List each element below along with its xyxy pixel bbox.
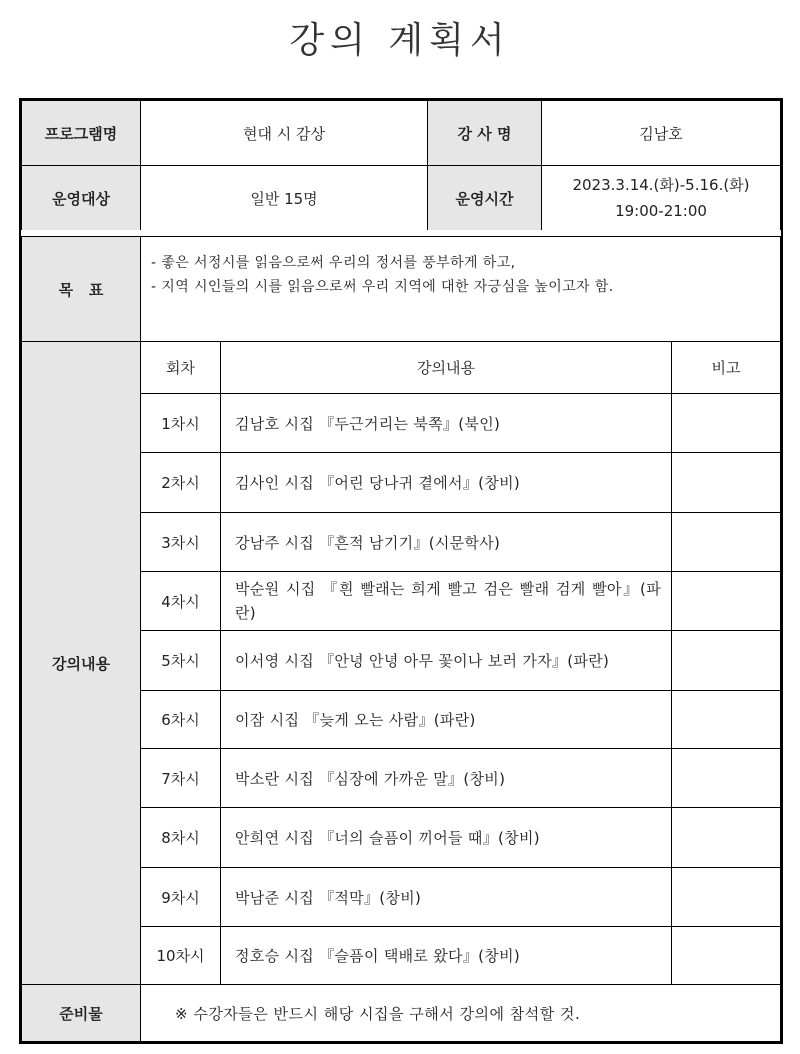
session-note <box>671 807 781 868</box>
session-content: 김남호 시집 『두근거리는 북쪽』(북인) <box>220 393 672 453</box>
lecturer-value: 김남호 <box>541 100 781 166</box>
program-label: 프로그램명 <box>21 100 141 166</box>
session-number: 9차시 <box>140 867 221 927</box>
session-number: 1차시 <box>140 393 221 453</box>
session-content: 박순원 시집 『흰 빨래는 희게 빨고 검은 빨래 검게 빨아』(파란) <box>220 571 672 631</box>
time-date-range: 2023.3.14.(화)-5.16.(화) <box>572 176 750 194</box>
session-content: 박소란 시집 『심장에 가까운 말』(창비) <box>220 748 672 808</box>
session-number: 7차시 <box>140 748 221 808</box>
session-note <box>671 867 781 927</box>
session-number: 5차시 <box>140 630 221 691</box>
session-number: 8차시 <box>140 807 221 868</box>
goal-line-2: - 지역 시인들의 시를 읽음으로써 우리 지역에 대한 자긍심을 높이고자 함. <box>151 279 614 295</box>
session-content: 이잠 시집 『늦게 오는 사람』(파란) <box>220 690 672 749</box>
target-value: 일반 15명 <box>140 165 428 231</box>
session-note <box>671 748 781 808</box>
prep-label: 준비물 <box>21 984 141 1042</box>
time-hours: 19:00-21:00 <box>615 202 707 220</box>
session-number: 3차시 <box>140 512 221 572</box>
session-number: 4차시 <box>140 571 221 631</box>
goal-content <box>140 236 781 342</box>
header-note: 비고 <box>671 341 781 394</box>
prep-value: ※ 수강자들은 반드시 해당 시집을 구해서 강의에 참석할 것. <box>140 984 781 1042</box>
target-label: 운영대상 <box>21 165 141 231</box>
session-content: 강남주 시집 『흔적 남기기』(시문학사) <box>220 512 672 572</box>
time-label: 운영시간 <box>427 165 542 231</box>
session-content: 안희연 시집 『너의 슬픔이 끼어들 때』(창비) <box>220 807 672 868</box>
session-note <box>671 926 781 985</box>
session-note <box>671 393 781 453</box>
session-note <box>671 690 781 749</box>
session-content: 박남준 시집 『적막』(창비) <box>220 867 672 927</box>
goal-label: 목 표 <box>21 236 141 342</box>
session-note <box>671 630 781 691</box>
session-content: 정호승 시집 『슬픔이 택배로 왔다』(창비) <box>220 926 672 985</box>
session-note <box>671 512 781 572</box>
header-session: 회차 <box>140 341 221 394</box>
page-title: 강의 계획서 <box>289 20 511 61</box>
lecture-label: 강의내용 <box>21 341 141 985</box>
session-number: 6차시 <box>140 690 221 749</box>
session-content: 김사인 시집 『어린 당나귀 곁에서』(창비) <box>220 452 672 513</box>
session-number: 2차시 <box>140 452 221 513</box>
session-number: 10차시 <box>140 926 221 985</box>
session-note <box>671 452 781 513</box>
lecturer-label: 강 사 명 <box>427 100 542 166</box>
program-value: 현대 시 감상 <box>140 100 428 166</box>
session-content: 이서영 시집 『안녕 안녕 아무 꽃이나 보러 가자』(파란) <box>220 630 672 691</box>
header-content: 강의내용 <box>220 341 672 394</box>
session-note <box>671 571 781 631</box>
goal-line-1: - 좋은 서정시를 읽음으로써 우리의 정서를 풍부하게 하고, <box>151 255 516 271</box>
time-value <box>541 165 781 231</box>
